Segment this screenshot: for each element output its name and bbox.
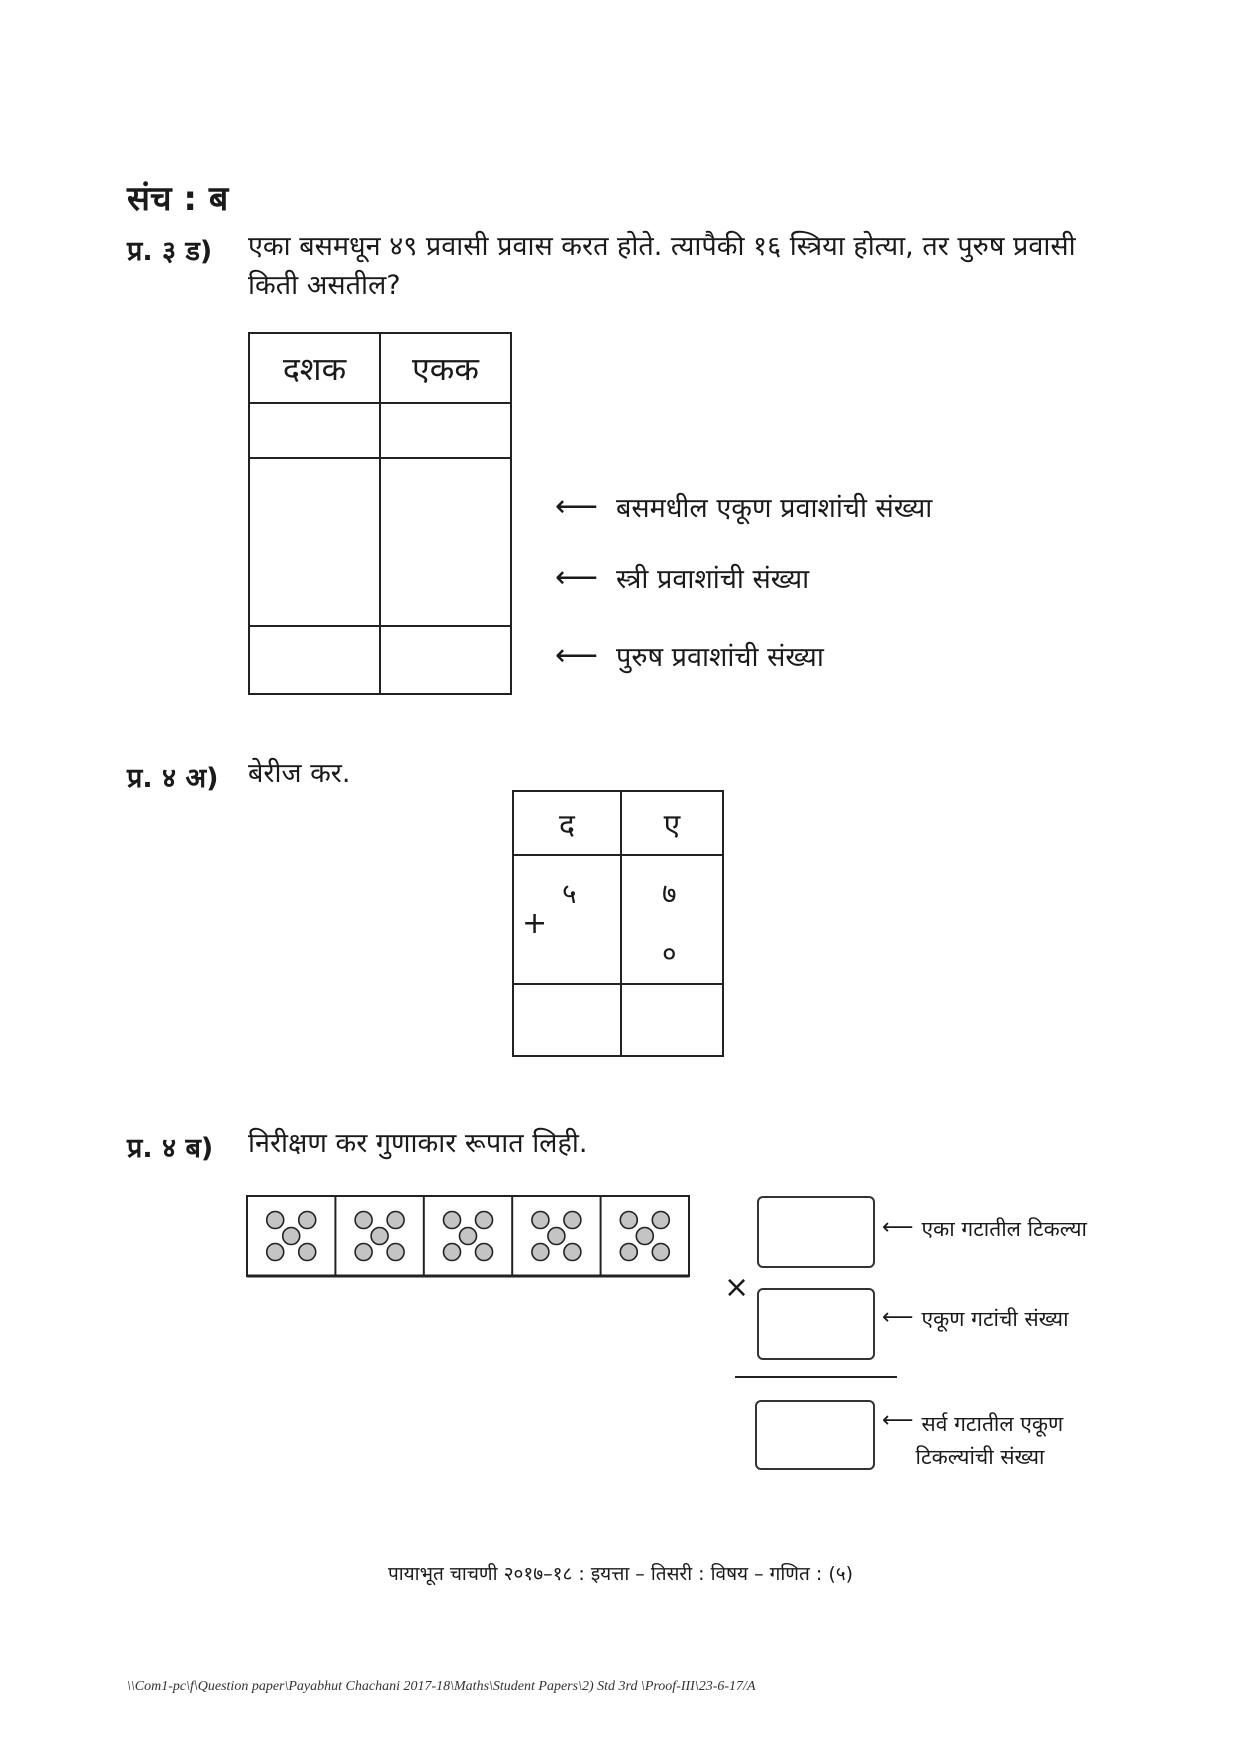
left-arrow-icon: ⟵ <box>555 560 599 595</box>
dot <box>636 1228 653 1245</box>
total-dots-label: ⟵ सर्व गटातील एकूण टिकल्यांची संख्या <box>882 1408 1064 1469</box>
dot <box>548 1228 565 1245</box>
number-of-groups-box[interactable] <box>757 1288 875 1360</box>
dot-groups <box>245 1194 695 1282</box>
women-passengers-label: ⟵ स्त्री प्रवाशांची संख्या <box>555 560 810 595</box>
q3d-label: प्र. ३ ड) <box>127 236 213 267</box>
tens-digit: ५ <box>562 877 577 910</box>
q3d-text-line1: एका बसमधून ४९ प्रवासी प्रवास करत होते. त्यापैकी १६ स्त्रिया होत्या, तर पुरुष प्रवासी <box>248 231 1076 262</box>
total-passengers-label: ⟵ बसमधील एकूण प्रवाशांची संख्या <box>555 489 933 524</box>
dot <box>476 1244 493 1261</box>
q4b-text: निरीक्षण कर गुणाकार रूपात लिही. <box>248 1128 588 1159</box>
dot <box>387 1212 404 1229</box>
dot <box>564 1244 581 1261</box>
dot <box>652 1212 669 1229</box>
set-title: संच : ब <box>127 179 229 219</box>
place-value-table <box>248 332 512 695</box>
dot <box>355 1244 372 1261</box>
ones-digit-top: ७ <box>661 877 677 910</box>
dot <box>620 1212 637 1229</box>
women-tens-cell[interactable] <box>249 458 380 626</box>
dot <box>564 1212 581 1229</box>
addend-tens-cell <box>513 855 621 984</box>
tens-header: द <box>513 791 621 855</box>
ones-digit-bottom: ० <box>661 937 677 970</box>
dot <box>267 1212 284 1229</box>
dot <box>532 1212 549 1229</box>
q3d-text-line2: किती असतील? <box>248 270 401 301</box>
times-sign: × <box>724 1270 750 1305</box>
sum-tens-cell[interactable] <box>513 984 621 1056</box>
dot <box>532 1244 549 1261</box>
men-tens-cell[interactable] <box>249 626 380 694</box>
ones-header: ए <box>621 791 723 855</box>
sum-ones-cell[interactable] <box>621 984 723 1056</box>
q4b-label: प्र. ४ ब) <box>127 1133 214 1164</box>
plus-sign: + <box>522 906 548 941</box>
left-arrow-icon: ⟵ <box>882 1305 914 1330</box>
dot <box>476 1212 493 1229</box>
dot <box>283 1228 300 1245</box>
sum-line <box>735 1376 897 1378</box>
left-arrow-icon: ⟵ <box>882 1215 914 1240</box>
women-ones-cell[interactable] <box>380 458 511 626</box>
addition-table <box>512 790 724 1057</box>
left-arrow-icon: ⟵ <box>555 638 599 673</box>
dot <box>460 1228 477 1245</box>
dot <box>387 1244 404 1261</box>
left-arrow-icon: ⟵ <box>555 489 599 524</box>
dot <box>652 1244 669 1261</box>
addend-ones-cell <box>621 855 723 984</box>
dot <box>444 1244 461 1261</box>
dots-per-group-box[interactable] <box>757 1196 875 1268</box>
dot <box>444 1212 461 1229</box>
men-passengers-label: ⟵ पुरुष प्रवाशांची संख्या <box>555 638 824 673</box>
tens-header: दशक <box>249 333 380 403</box>
total-tens-cell[interactable] <box>249 403 380 458</box>
file-path-note: \\Com1-pc\f\Question paper\Payabhut Chachani 2017-18\Maths\Student Papers\2) Std 3rd \Proof-III\23-6-17/A <box>127 1679 756 1694</box>
number-of-groups-label: ⟵ एकूण गटांची संख्या <box>882 1305 1069 1331</box>
dot <box>620 1244 637 1261</box>
total-dots-box[interactable] <box>755 1400 875 1470</box>
ones-header: एकक <box>380 333 511 403</box>
q4a-text: बेरीज कर. <box>248 758 351 789</box>
page-footer: पायाभूत चाचणी २०१७–१८ : इयत्ता – तिसरी : विषय – गणित : (५) <box>387 1563 854 1585</box>
dot <box>299 1212 316 1229</box>
dot <box>355 1212 372 1229</box>
total-ones-cell[interactable] <box>380 403 511 458</box>
men-ones-cell[interactable] <box>380 626 511 694</box>
dot <box>267 1244 284 1261</box>
left-arrow-icon: ⟵ <box>882 1408 914 1433</box>
dots-per-group-label: ⟵ एका गटातील टिकल्या <box>882 1215 1087 1241</box>
dot <box>299 1244 316 1261</box>
q4a-label: प्र. ४ अ) <box>127 763 219 794</box>
dot <box>371 1228 388 1245</box>
